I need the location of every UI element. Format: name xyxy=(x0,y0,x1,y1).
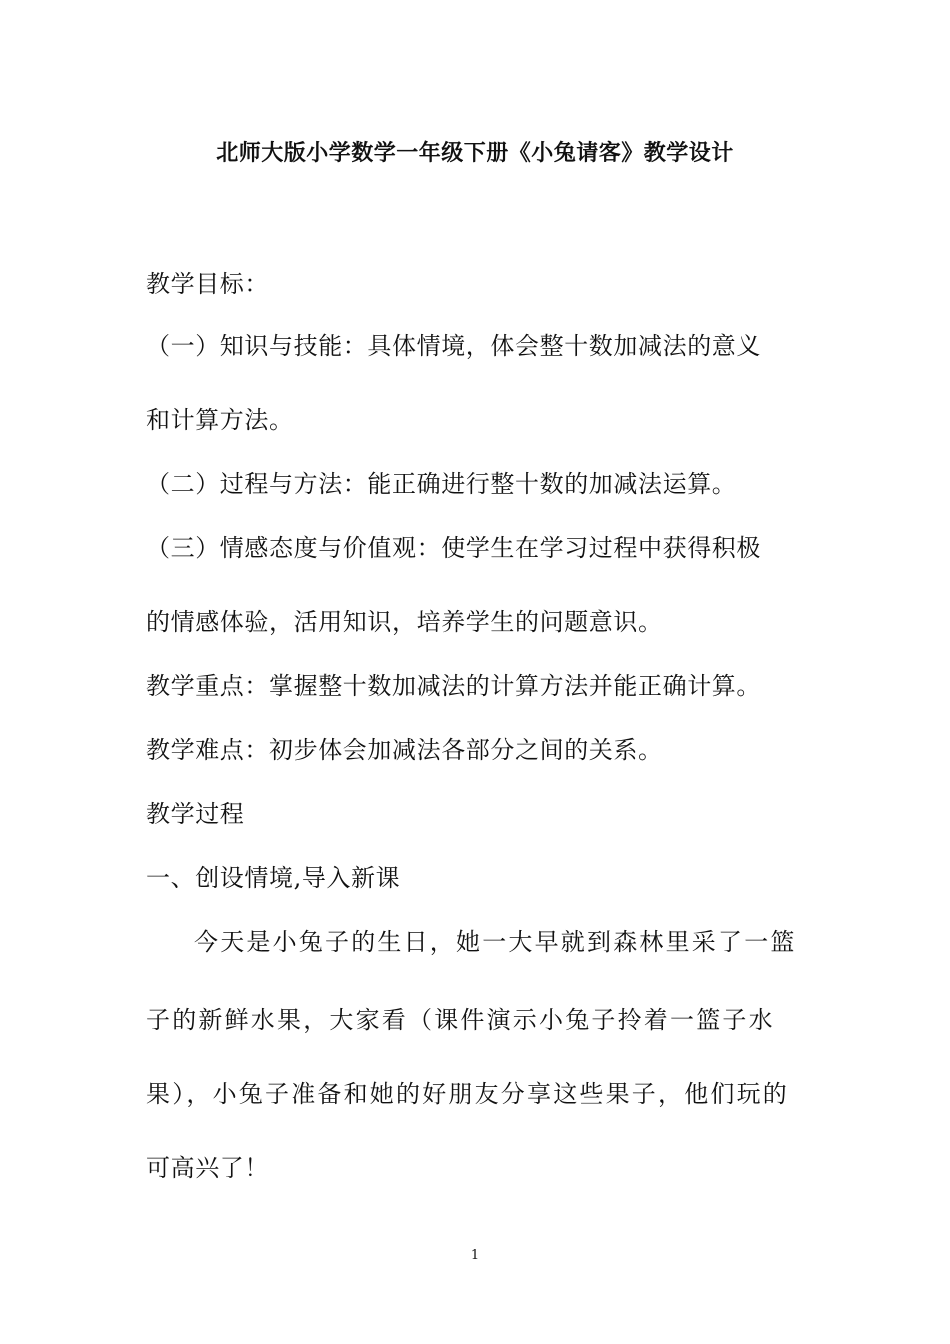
paragraph-line: 的情感体验，活用知识，培养学生的问题意识。 xyxy=(146,608,663,636)
paragraph-line: （一）知识与技能：具体情境，体会整十数加减法的意义 xyxy=(146,332,761,360)
paragraph-difficult-points: 教学难点：初步体会加减法各部分之间的关系。 xyxy=(146,736,663,764)
paragraph-line: 子的新鲜水果，大家看（课件演示小兔子拎着一篮子水 xyxy=(146,1006,775,1034)
paragraph-line: 果），小兔子准备和她的好朋友分享这些果子，他们玩的 xyxy=(146,1080,789,1108)
section-heading-objectives: 教学目标： xyxy=(146,270,269,298)
section-heading-process: 教学过程 xyxy=(146,800,245,828)
section-heading-intro: 一、创设情境,导入新课 xyxy=(146,864,401,892)
paragraph-line: 可高兴了！ xyxy=(146,1154,269,1182)
page-number: 1 xyxy=(470,1248,480,1263)
document-title: 北师大版小学数学一年级下册《小兔请客》教学设计 xyxy=(216,141,734,166)
paragraph-line: （三）情感态度与价值观：使学生在学习过程中获得积极 xyxy=(146,534,761,562)
paragraph-line: （二）过程与方法：能正确进行整十数的加减法运算。 xyxy=(146,470,737,498)
paragraph-line: 今天是小兔子的生日，她一大早就到森林里采了一篮 xyxy=(194,928,797,956)
paragraph-key-points: 教学重点：掌握整十数加减法的计算方法并能正确计算。 xyxy=(146,672,761,700)
paragraph-line: 和计算方法。 xyxy=(146,406,294,434)
